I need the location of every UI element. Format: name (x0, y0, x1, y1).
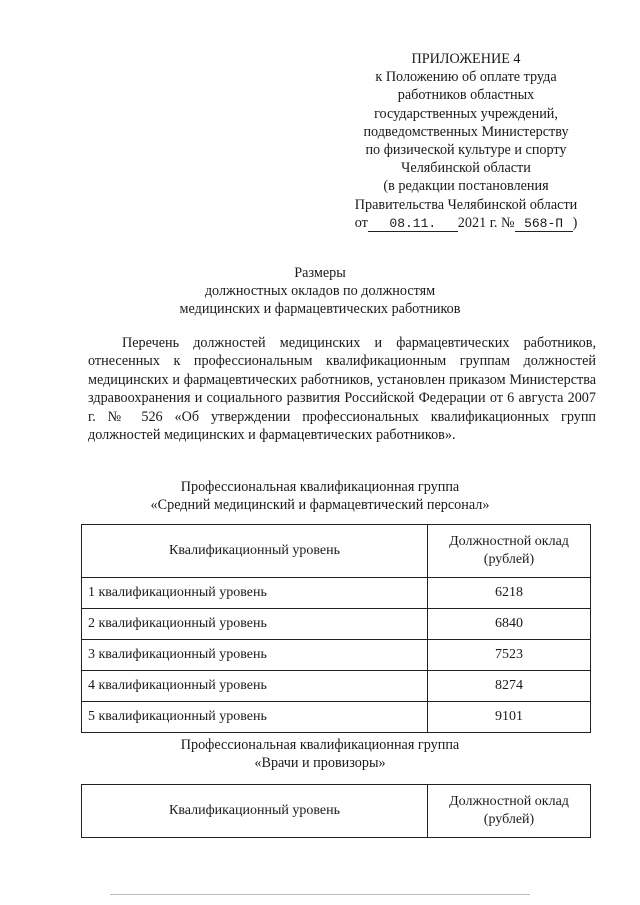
salary-cell: 6840 (428, 609, 591, 640)
appendix-block (340, 50, 592, 232)
intro-paragraph: Перечень должностей медицинских и фармацевтических работников, отнесенных к профессиональным квалификационным группам должностей медицинских и фармацевтических работников, установлен приказом Министерства здравоохранения и социального развития Российской Федерации от 6 августа 2007 г. № 526 «Об утверждении профессиональных квалификационных групп должностей медицинских и фармацевтических работников». (88, 335, 596, 444)
appendix-title: ПРИЛОЖЕНИЕ 4 (411, 51, 521, 67)
header-level-cell: Квалификационный уровень (82, 525, 428, 578)
resolution-number: 568-П (515, 216, 573, 232)
header-salary-unit: (рублей) (483, 552, 535, 567)
level-cell: 1 квалификационный уровень (82, 578, 428, 609)
group-heading-line: Профессиональная квалификационная группа (180, 479, 460, 495)
appendix-line: Челябинской области (401, 160, 531, 177)
appendix-line: Правительства Челябинской области (354, 196, 578, 213)
resolution-reference (340, 214, 592, 232)
salary-cell: 6218 (428, 578, 591, 609)
salary-cell: 9101 (428, 702, 591, 733)
table-row (82, 671, 591, 702)
table-row (82, 609, 591, 640)
title-line: Размеры (294, 265, 346, 281)
table-row (82, 702, 591, 733)
group2-heading (0, 736, 640, 772)
header-salary-unit: (рублей) (483, 812, 535, 827)
appendix-line: к Положению об оплате труда (375, 69, 557, 86)
table-header-row (82, 785, 591, 838)
table-row (82, 578, 591, 609)
group-heading-line: «Врачи и провизоры» (254, 755, 386, 771)
level-cell: 4 квалификационный уровень (82, 671, 428, 702)
appendix-line: работников областных (397, 87, 535, 104)
year-number-label: 2021 г. № (457, 214, 515, 231)
resolution-date: 08.11. (368, 216, 458, 232)
page-edge-divider (110, 894, 530, 895)
header-level-cell: Квалификационный уровень (82, 785, 428, 838)
level-cell: 2 квалификационный уровень (82, 609, 428, 640)
header-salary-cell (428, 525, 591, 578)
from-label: от (354, 214, 368, 231)
salary-cell: 8274 (428, 671, 591, 702)
appendix-line: подведомственных Министерству (363, 123, 569, 140)
header-salary-line: Должностной оклад (449, 534, 569, 549)
appendix-line: по физической культуре и спорту (365, 142, 567, 159)
appendix-line: (в редакции постановления (383, 178, 549, 195)
salary-table-nursing (81, 524, 591, 733)
salary-cell: 7523 (428, 640, 591, 671)
title-line: медицинских и фармацевтических работников (179, 301, 461, 317)
table-row (82, 640, 591, 671)
header-salary-line: Должностной оклад (449, 794, 569, 809)
salary-table-doctors (81, 784, 591, 838)
appendix-line: государственных учреждений, (374, 105, 558, 122)
closing-paren: ) (572, 214, 578, 231)
group-heading-line: Профессиональная квалификационная группа (180, 737, 460, 753)
level-cell: 5 квалификационный уровень (82, 702, 428, 733)
title-block (0, 264, 640, 318)
group1-heading (0, 478, 640, 514)
header-salary-cell (428, 785, 591, 838)
table-header-row (82, 525, 591, 578)
group-heading-line: «Средний медицинский и фармацевтический персонал» (150, 497, 490, 513)
level-cell: 3 квалификационный уровень (82, 640, 428, 671)
title-line: должностных окладов по должностям (204, 283, 436, 299)
